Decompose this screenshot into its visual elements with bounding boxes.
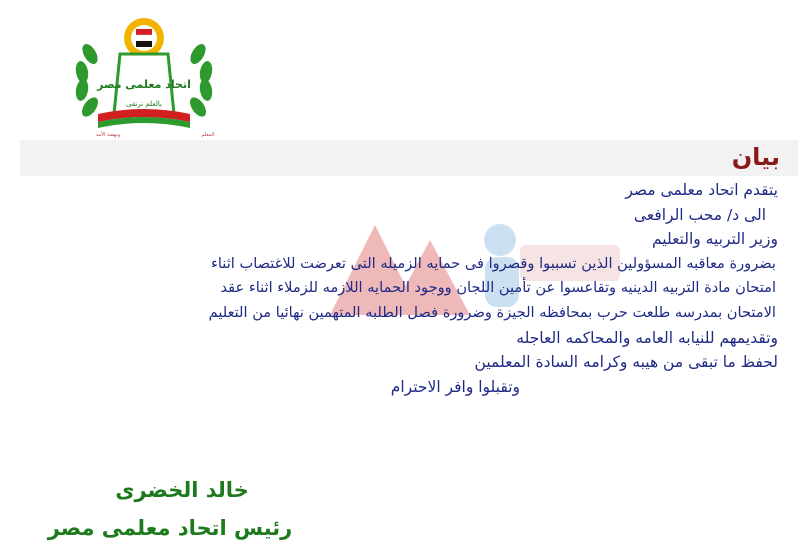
signatory-name: خالد الخضرى [115, 478, 249, 502]
logo-motto-text: بالعلم نرتقى [126, 100, 162, 108]
logo-bottom-left-text: ونهضة الأمة [95, 132, 121, 138]
logo-bottom-right-text: المعلم [201, 132, 215, 138]
statement-line: وتقديمهم للنيابه العامه والمحاكمه العاجله [516, 328, 778, 347]
title-band [20, 140, 798, 176]
statement-line: وتقبلوا وافر الاحترام [390, 377, 520, 396]
signatory-role: رئيس اتحاد معلمى مصر [47, 516, 293, 540]
statement-line: الى د/ محب الرافعى [633, 205, 766, 224]
statement-line: لحفظ ما تبقى من هيبه وكرامه السادة المعلمين [474, 353, 778, 372]
book-ribbon-icon [98, 109, 190, 128]
statement-line: امتحان مادة التربيه الدينيه وتقاعسوا عن تأمين اللجان ووجود الحمايه اللازمه للزملاء اثناء عقد [220, 279, 776, 297]
statement-line: الامتحان بمدرسه طلعت حرب بمحافظه الجيزة وضرورة فصل الطلبه المتهمين نهائيا من التعليم [208, 303, 776, 321]
logo-name-text: اتحاد معلمى مصر [97, 78, 191, 91]
statement-line: يتقدم اتحاد معلمى مصر [625, 181, 778, 199]
document-title: بيان [731, 143, 780, 171]
union-logo [68, 10, 220, 138]
statement-line: بضرورة معاقبه المسؤولين الذين تسببوا وقصروا فى حمايه الزميله التى تعرضت للاغتصاب اثناء [210, 254, 776, 272]
statement-body [20, 178, 790, 399]
egypt-flag-icon [136, 29, 152, 47]
statement-line: وزير التربيه والتعليم [651, 230, 778, 249]
